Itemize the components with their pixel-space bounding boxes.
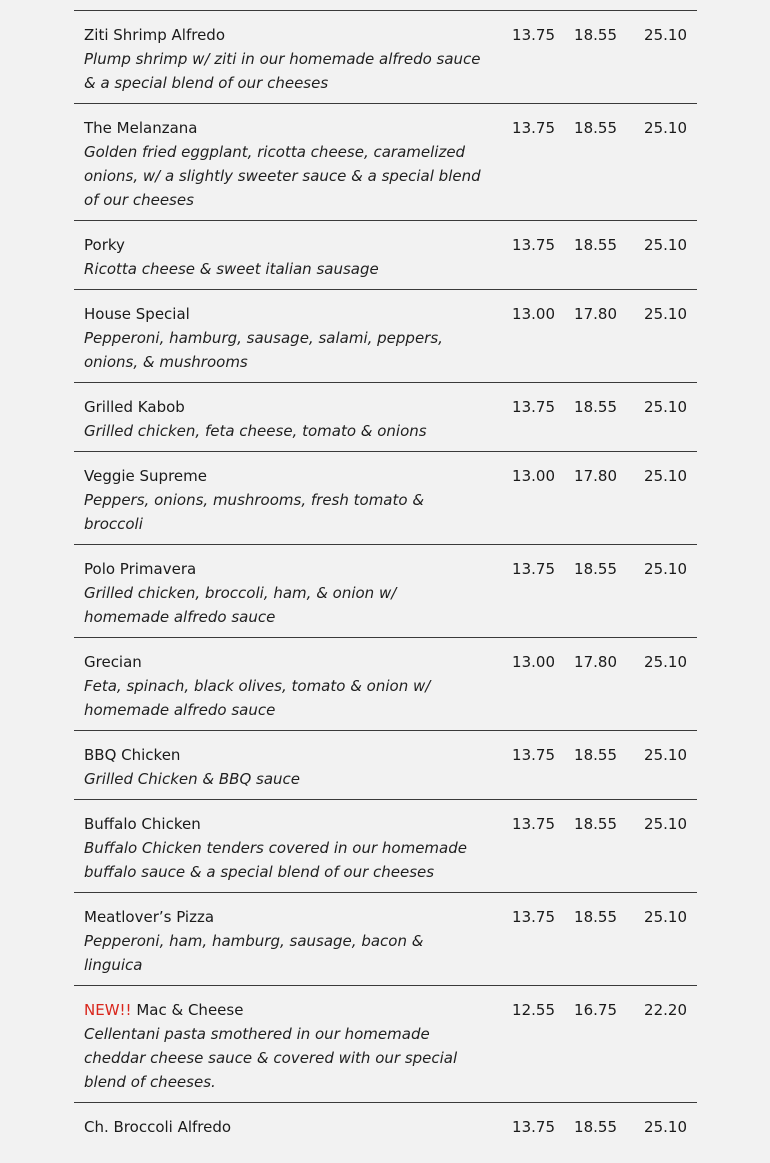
price-medium: 17.80 — [574, 653, 617, 671]
item-info — [84, 302, 484, 374]
price-large: 25.10 — [644, 467, 687, 485]
price-medium: 17.80 — [574, 467, 617, 485]
item-title: House Special — [84, 305, 190, 323]
item-info — [84, 1115, 484, 1139]
price-large: 25.10 — [644, 305, 687, 323]
menu-row-house-special — [74, 290, 697, 383]
item-description: Feta, spinach, black olives, tomato & onion w/ homemade alfredo sauce — [84, 677, 431, 719]
item-title: Veggie Supreme — [84, 467, 207, 485]
item-name — [84, 23, 484, 47]
menu-row-buffalo-chicken — [74, 800, 697, 893]
price-small: 13.75 — [512, 746, 555, 764]
price-medium: 18.55 — [574, 560, 617, 578]
item-info — [84, 650, 484, 722]
item-name — [84, 464, 484, 488]
item-description: Peppers, onions, mushrooms, fresh tomato & broccoli — [84, 491, 425, 533]
price-small: 13.75 — [512, 398, 555, 416]
price-small: 12.55 — [512, 1001, 555, 1019]
item-name — [84, 233, 484, 257]
item-description: Plump shrimp w/ ziti in our homemade alfredo sauce & a special blend of our cheeses — [84, 50, 481, 92]
price-small: 13.75 — [512, 26, 555, 44]
item-title: BBQ Chicken — [84, 746, 181, 764]
item-description: Ricotta cheese & sweet italian sausage — [84, 260, 379, 278]
item-name — [84, 1115, 484, 1139]
item-info — [84, 116, 484, 212]
price-large: 25.10 — [644, 1118, 687, 1136]
menu-row-ch-broccoli-alfredo — [74, 1103, 697, 1163]
price-large: 25.10 — [644, 560, 687, 578]
menu-row-veggie-supreme — [74, 452, 697, 545]
price-medium: 16.75 — [574, 1001, 617, 1019]
item-name — [84, 395, 484, 419]
menu-row-ziti-shrimp-alfredo — [74, 11, 697, 104]
item-info — [84, 395, 484, 443]
price-small: 13.00 — [512, 467, 555, 485]
price-small: 13.75 — [512, 560, 555, 578]
item-name — [84, 743, 484, 767]
item-title: Porky — [84, 236, 125, 254]
item-description: Grilled chicken, broccoli, ham, & onion w/ homemade alfredo sauce — [84, 584, 397, 626]
item-info — [84, 998, 484, 1094]
price-small: 13.75 — [512, 815, 555, 833]
item-title: Meatlover’s Pizza — [84, 908, 215, 926]
price-large: 25.10 — [644, 26, 687, 44]
price-medium: 18.55 — [574, 908, 617, 926]
price-small: 13.00 — [512, 305, 555, 323]
item-description: Buffalo Chicken tenders covered in our homemade buffalo sauce & a special blend of our cheeses — [84, 839, 467, 881]
price-small: 13.75 — [512, 1118, 555, 1136]
price-medium: 18.55 — [574, 26, 617, 44]
price-large: 25.10 — [644, 815, 687, 833]
menu-row-polo-primavera — [74, 545, 697, 638]
price-medium: 18.55 — [574, 1118, 617, 1136]
item-title: Buffalo Chicken — [84, 815, 201, 833]
menu-table — [74, 10, 697, 1163]
item-name — [84, 116, 484, 140]
item-description: Pepperoni, ham, hamburg, sausage, bacon & linguica — [84, 932, 424, 974]
price-medium: 18.55 — [574, 815, 617, 833]
item-title: Grilled Kabob — [84, 398, 185, 416]
price-large: 25.10 — [644, 746, 687, 764]
price-small: 13.00 — [512, 653, 555, 671]
menu-row-bbq-chicken — [74, 731, 697, 800]
item-title: Polo Primavera — [84, 560, 197, 578]
price-medium: 17.80 — [574, 305, 617, 323]
price-medium: 18.55 — [574, 236, 617, 254]
item-title: Grecian — [84, 653, 142, 671]
item-info — [84, 557, 484, 629]
item-description: Grilled chicken, feta cheese, tomato & onions — [84, 422, 427, 440]
item-name — [84, 650, 484, 674]
item-title: Mac & Cheese — [136, 1001, 244, 1019]
price-large: 25.10 — [644, 119, 687, 137]
menu-row-meatlovers-pizza — [74, 893, 697, 986]
price-large: 25.10 — [644, 908, 687, 926]
item-info — [84, 905, 484, 977]
item-name — [84, 905, 484, 929]
price-large: 25.10 — [644, 653, 687, 671]
item-name — [84, 998, 484, 1022]
price-large: 22.20 — [644, 1001, 687, 1019]
price-small: 13.75 — [512, 236, 555, 254]
item-info — [84, 23, 484, 95]
item-description: Cellentani pasta smothered in our homemade cheddar cheese sauce & covered with our special blend of cheeses. — [84, 1025, 458, 1091]
menu-row-grilled-kabob — [74, 383, 697, 452]
item-info — [84, 233, 484, 281]
menu-row-mac-and-cheese — [74, 986, 697, 1103]
price-medium: 18.55 — [574, 746, 617, 764]
item-name — [84, 557, 484, 581]
item-title: Ch. Broccoli Alfredo — [84, 1118, 232, 1136]
item-description: Pepperoni, hamburg, sausage, salami, peppers, onions, & mushrooms — [84, 329, 443, 371]
item-name — [84, 812, 484, 836]
item-description: Grilled Chicken & BBQ sauce — [84, 770, 301, 788]
new-badge: NEW!! — [84, 1001, 132, 1019]
item-name — [84, 302, 484, 326]
price-medium: 18.55 — [574, 119, 617, 137]
item-title: The Melanzana — [84, 119, 198, 137]
item-info — [84, 464, 484, 536]
menu-row-the-melanzana — [74, 104, 697, 221]
menu-row-grecian — [74, 638, 697, 731]
price-small: 13.75 — [512, 908, 555, 926]
item-info — [84, 743, 484, 791]
price-small: 13.75 — [512, 119, 555, 137]
item-info — [84, 812, 484, 884]
price-medium: 18.55 — [574, 398, 617, 416]
price-large: 25.10 — [644, 236, 687, 254]
price-large: 25.10 — [644, 398, 687, 416]
item-description: Golden fried eggplant, ricotta cheese, caramelized onions, w/ a slightly sweeter sauce & a special blend of our cheeses — [84, 143, 481, 209]
item-title: Ziti Shrimp Alfredo — [84, 26, 225, 44]
menu-row-porky — [74, 221, 697, 290]
